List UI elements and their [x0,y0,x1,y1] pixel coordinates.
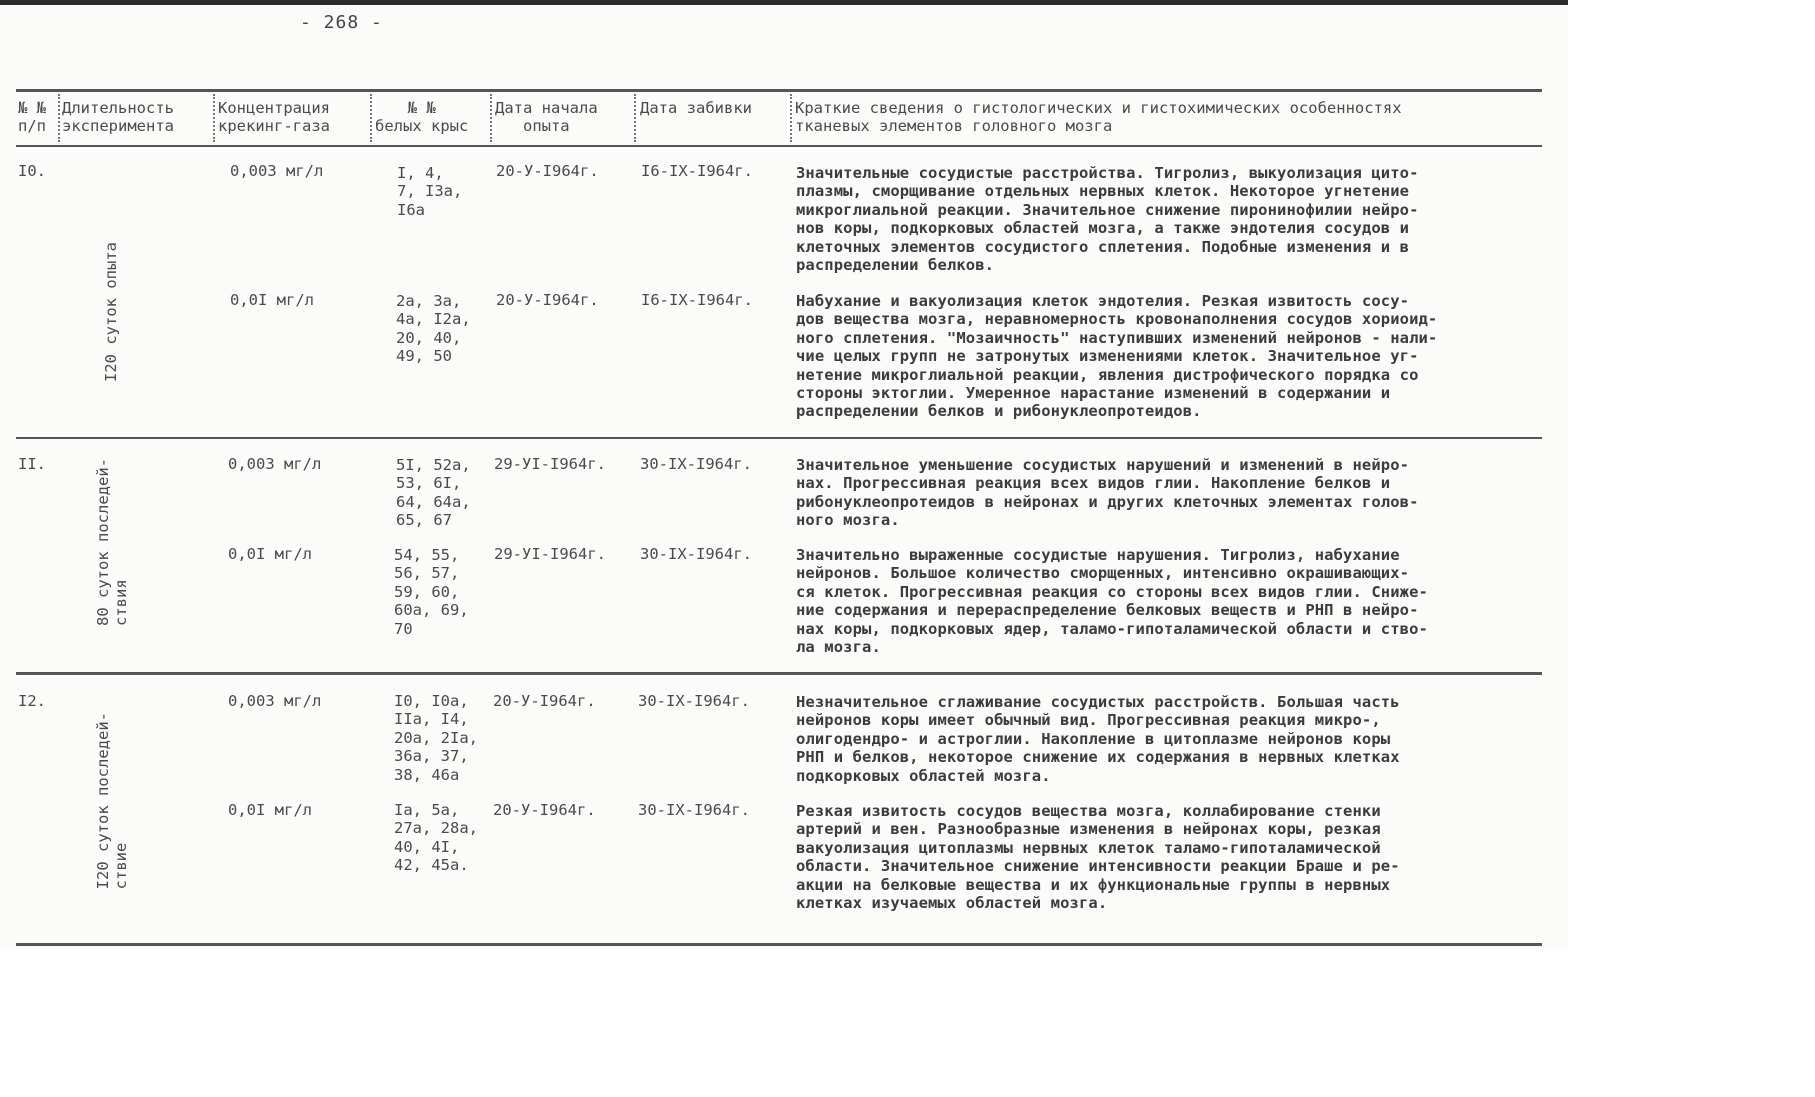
header-column-divider [490,94,492,142]
kill-date-cell: 30-IX-I964г. [638,692,750,710]
group-number: I0. [18,162,46,180]
header-column-divider [213,94,215,142]
concentration-cell: 0,003 мг/л [228,455,322,473]
kill-date-cell: I6-IX-I964г. [641,291,753,309]
header-kill-date: Дата забивки [640,99,752,117]
concentration-cell: 0,0I мг/л [228,545,312,563]
start-date-cell: 29-УI-I964г. [494,455,606,473]
rats-cell: Ia, 5a, 27a, 28a, 40, 4I, 42, 45a. [394,801,478,875]
rats-cell: I, 4, 7, I3a, I6a [397,164,463,219]
header-concentration: Концентрация крекинг-газа [218,99,330,135]
summary-cell: Набухание и вакуолизация клеток эндотелия. Резкая извитость сосу- дов вещества мозга, неравномерность кровонаполнения сосудов хориоид- ного сплетения. "Мозаичность" наступивших изменений нейронов - нали- чие целых групп не затронутых изменениями клеток. Значительное уг- нетение микроглиальной реакции, явления дистрофического порядка со стороны эктоглии. Умеренное нарастание изменений в содержании и распределении белков и рибонуклеопротеидов. [796,292,1438,421]
rats-cell: 2a, 3a, 4a, I2a, 20, 40, 49, 50 [396,292,471,366]
header-num: № № п/п [18,99,46,135]
header-bottom-rule [16,145,1542,147]
group-duration: I20 суток последей- ствие [94,712,130,890]
group-separator-rule [16,672,1542,675]
start-date-cell: 20-У-I964г. [496,291,599,309]
header-duration: Длительность эксперимента [62,99,174,135]
header-column-divider [58,94,60,142]
header-summary: Краткие сведения о гистологических и гистохимических особенностях тканевых элементов головного мозга [795,99,1402,135]
header-rats: № № белых крыс [375,99,469,135]
summary-cell: Значительно выраженные сосудистые нарушения. Тигролиз, набухание нейронов. Большое количество сморщенных, интенсивно окрашивающих- ся клеток. Прогрессивная реакция со стороны всех видов глии. Сниже- ние содержания и перераспределение белковых веществ и РНП в нейро- нах коры, подкорковых ядер, таламо-гипоталамической области и ство- ла мозга. [796,546,1428,657]
group-number: I2. [18,692,46,710]
summary-cell: Значительные сосудистые расстройства. Тигролиз, выкуолизация цито- плазмы, сморщивание отдельных нервных клеток. Некоторое угнетение микроглиальной реакции. Значительное снижение пиронинофилии нейро- нов коры, подкорковых областей мозга, а также эндотелия сосудов и клеточных элементов сосудистого сплетения. Подобные изменения и в распределении белков. [796,164,1419,275]
start-date-cell: 20-У-I964г. [496,162,599,180]
summary-cell: Резкая извитость сосудов вещества мозга, коллабирование стенки артерий и вен. Разнообразные изменения в нейронах коры, резкая вакуолизация цитоплазмы нервных клеток таламо-гипоталамической области. Значительное снижение интенсивности реакции Браше и ре- акции на белковые вещества и их функциональные группы в нервных клетках изучаемых областей мозга. [796,802,1400,913]
rats-cell: I0, I0a, IIa, I4, 20a, 2Ia, 36a, 37, 38, 46a [394,692,478,784]
concentration-cell: 0,003 мг/л [228,692,322,710]
rats-cell: 54, 55, 56, 57, 59, 60, 60a, 69, 70 [394,546,469,638]
group-duration: I20 суток опыта [102,242,120,382]
group-number: II. [18,455,46,473]
kill-date-cell: 30-IX-I964г. [638,801,750,819]
start-date-cell: 20-У-I964г. [493,801,596,819]
header-column-divider [370,94,372,142]
group-duration: 80 суток последей- ствия [94,458,130,626]
page-number: - 268 - [300,12,383,33]
summary-cell: Незначительное сглаживание сосудистых расстройств. Большая часть нейронов коры имеет обычный вид. Прогрессивная реакция микро-, олигодендро- и астроглии. Накопление в цитоплазме нейронов коры РНП и белков, некоторое снижение их содержания в нервных клетках подкорковых областей мозга. [796,693,1400,785]
header-column-divider [790,94,792,142]
group-separator-rule [16,437,1542,439]
kill-date-cell: 30-IX-I964г. [640,455,752,473]
concentration-cell: 0,0I мг/л [230,291,314,309]
kill-date-cell: I6-IX-I964г. [641,162,753,180]
summary-cell: Значительное уменьшение сосудистых нарушений и изменений в нейро- нах. Прогрессивная реакция всех видов глии. Накопление белков и рибонуклеопротеидов в нейронах и других клеточных элементах голов- ного мозга. [796,456,1419,530]
table-bottom-rule [16,943,1542,946]
rats-cell: 5I, 52a, 53, 6I, 64, 64a, 65, 67 [396,456,471,530]
start-date-cell: 29-УI-I964г. [494,545,606,563]
header-start-date: Дата начала опыта [495,99,598,135]
concentration-cell: 0,0I мг/л [228,801,312,819]
scan-edge [0,0,1568,5]
header-column-divider [634,94,636,142]
concentration-cell: 0,003 мг/л [230,162,324,180]
kill-date-cell: 30-IX-I964г. [640,545,752,563]
start-date-cell: 20-У-I964г. [493,692,596,710]
table-top-rule [16,89,1542,92]
